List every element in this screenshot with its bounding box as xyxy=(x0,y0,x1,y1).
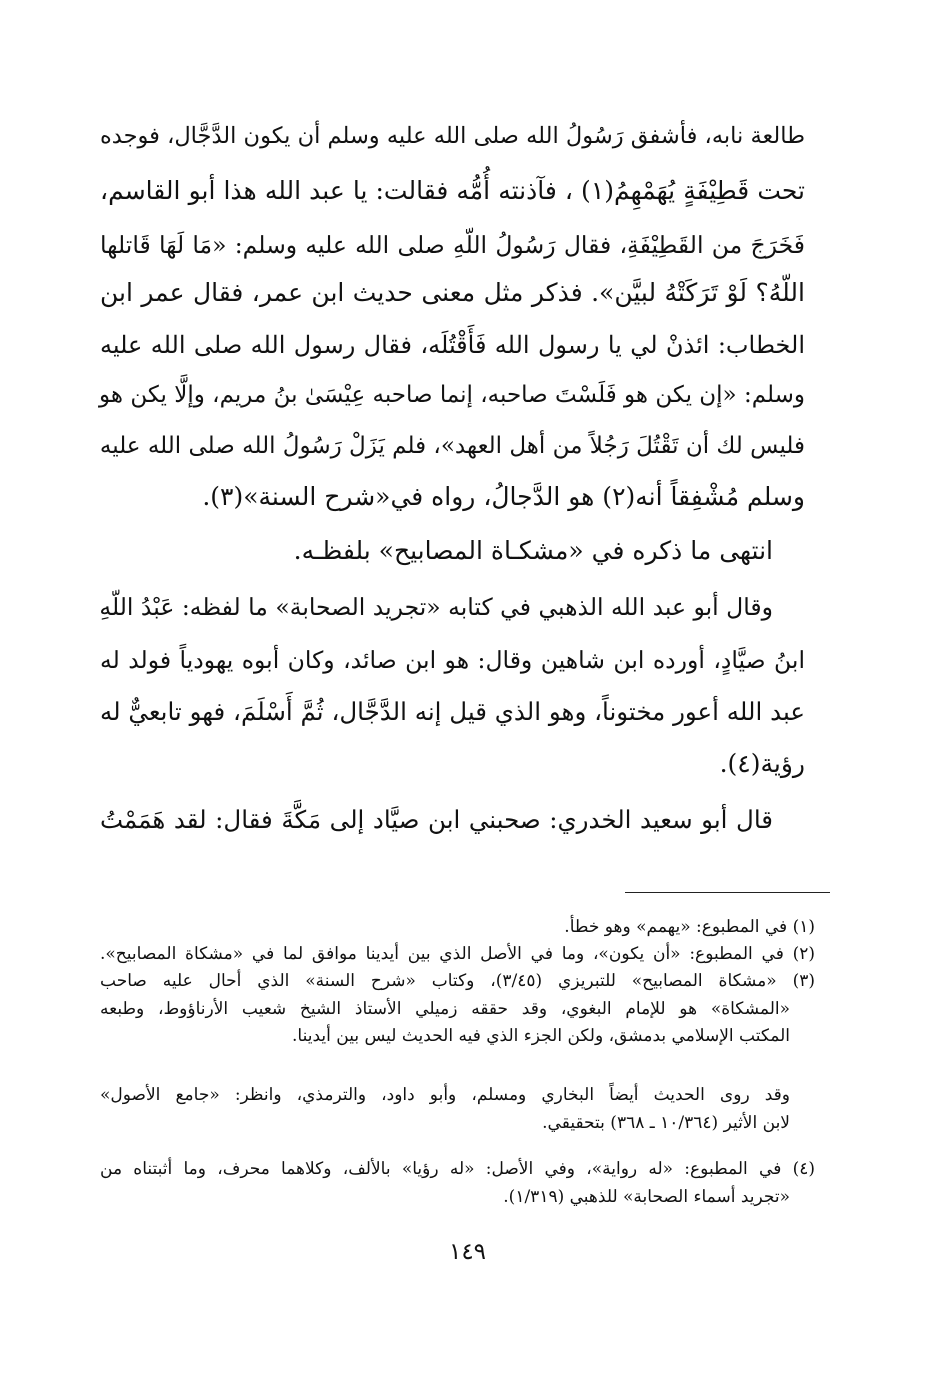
body-line: تحت قَطِيْفَةٍ يُهَمْهِمُ(١) ، فآذنته أُمُّه فقالت: يا عبد الله هذا أبو القاسم، xyxy=(100,176,805,205)
body-line: رؤية(٤). xyxy=(719,749,805,778)
footnote-line: المكتب الإسلامي بدمشق، ولكن الجزء الذي فيه الحديث ليس بين أيدينا. xyxy=(292,1026,790,1046)
paragraph-2: انتهى ما ذكره في «مشكـاة المصابيح» بلفظـه. xyxy=(293,536,773,565)
body-line: وقال أبو عبد الله الذهبي في كتابه «تجريد الصحابة» ما لفظه: عَبْدُ اللّهِ xyxy=(99,593,773,621)
body-line: وسلم: «إن يكن هو فَلَسْتَ صاحبه، إنما صاحبه عِيْسَىٰ بنُ مريم، وإلَّا يكن هو xyxy=(99,382,805,408)
footnote-line: وقد روى الحديث أيضاً البخاري ومسلم، وأبو داود، والترمذي، وانظر: «جامع الأصول» xyxy=(100,1085,790,1105)
body-line: عبد الله أعور مختوناً، وهو الذي قيل إنه الدَّجَّال، ثُمَّ أَسْلَمَ، فهو تابعيٌّ له xyxy=(100,697,805,726)
footnote-line: «تجريد أسماء الصحابة» للذهبي (١/٣١٩). xyxy=(503,1187,790,1207)
body-line: الخطاب: ائذنْ لي يا رسول الله فَأَقْتُلَه، فقال رسول الله صلى الله عليه xyxy=(100,331,805,359)
body-line: فليس لك أن تَقْتُلَ رَجُلاً من أهل العهد»، فلم يَزَلْ رَسُولُ الله صلى الله عليه xyxy=(99,433,805,459)
body-line: فَخَرَجَ من القَطِيْفَةِ، فقال رَسُولُ اللّهِ صلى الله عليه وسلم: «مَا لَهَا قَاتلها xyxy=(100,231,805,259)
footnote-line: (٣) «مشكاة المصابيح» للتبريزي (٣/٤٥)، وكتاب «شرح السنة» الذي أحال عليه صاحب xyxy=(100,971,815,991)
footnote-line: (١) في المطبوع: «يهمم» وهو خطأ. xyxy=(564,917,815,937)
body-line: اللّهُ؟ لَوْ تَرَكَتْهُ لبيَّن». فذكر مثل معنى حديث ابن عمر، فقال عمر ابن xyxy=(100,278,805,307)
footnote-separator xyxy=(625,892,830,893)
footnote-line: (٤) في المطبوع: «له رواية»، وفي الأصل: «له رؤيا» بالألف، وكلاهما محرف، وما أثبتناه من xyxy=(100,1159,815,1179)
footnote-line: (٢) في المطبوع: «أن يكون»، وما في الأصل الذي بين أيدينا موافق لما في «مشكاة المصابيح». xyxy=(100,944,815,964)
footnote-line: لابن الأثير (١٠/٣٦٤ ـ ٣٦٨) بتحقيقي. xyxy=(542,1113,790,1133)
body-line: ابنُ صيَّادٍ، أورده ابن شاهين وقال: هو ابن صائد، وكان أبوه يهودياً فولد له xyxy=(100,646,805,674)
footnote-line: «المشكاة» هو للإمام البغوي، وقد حققه زميلي الأستاذ الشيخ شعيب الأرناؤوط، وطبعه xyxy=(100,999,790,1019)
paragraph-4: قال أبو سعيد الخدري: صحبني ابن صيَّاد إلى مَكَّةَ فقال: لقد هَمَمْتُ xyxy=(100,805,773,834)
page-number: ١٤٩ xyxy=(448,1239,487,1265)
body-line: طالعة نابه، فأشفق رَسُولُ الله صلى الله عليه وسلم أن يكون الدَّجَّال، فوجده xyxy=(100,123,805,149)
body-line: وسلم مُشْفِقاً أنه(٢) هو الدَّجالُ، رواه في«شرح السنة»(٣). xyxy=(202,482,805,511)
